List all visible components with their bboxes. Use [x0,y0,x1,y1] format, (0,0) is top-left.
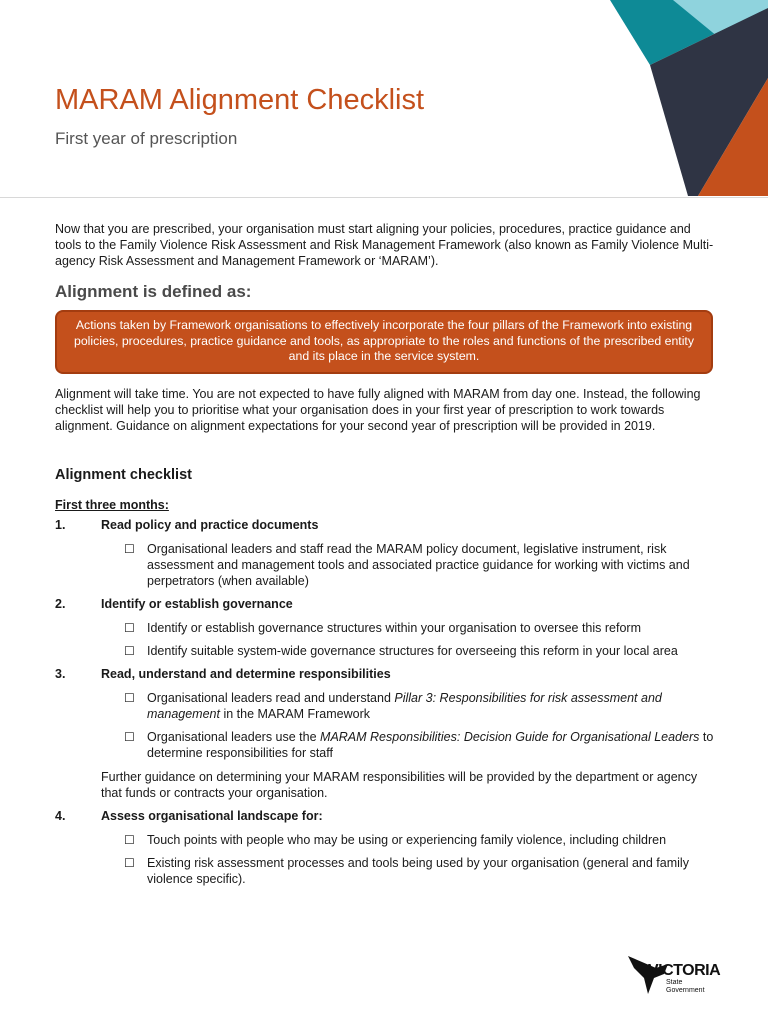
header-divider [0,197,768,198]
step-title-text: Read policy and practice documents [101,517,319,532]
step-number: 1. [55,517,66,532]
step-title [55,596,715,612]
checklist-item-text: Touch points with people who may be using or experiencing family violence, including children [147,832,667,847]
checkbox-icon[interactable]: ☐ [124,855,135,870]
step-title [55,808,715,824]
step-title-text: Identify or establish governance [101,596,293,611]
intro-paragraph: Now that you are prescribed, your organisation must start aligning your policies, procedures, practice guidance and tools to the Family Violence Risk Assessment and Risk Management Framework (also known as Family Violence Multi-agency Risk Assessment and Management Framework or ‘MARAM’). [55,222,714,268]
checklist-step-1 [55,517,715,589]
step-title-text: Assess organisational landscape for: [101,808,323,823]
checkbox-icon[interactable]: ☐ [124,729,135,744]
step-number: 2. [55,596,66,611]
checkbox-icon[interactable]: ☐ [124,541,135,556]
step-title [55,517,715,533]
checklist-heading: Alignment checklist [55,466,192,483]
checklist-item-text: Identify or establish governance structures within your organisation to oversee this reform [147,620,641,635]
alignment-paragraph: Alignment will take time. You are not expected to have fully aligned with MARAM from day one. Instead, the following checklist will help you to prioritise what your organisation does in your first year of prescription to work towards alignment. Guidance on alignment expectations for your second year of prescription will be provided in 2019. [55,386,701,433]
checklist-item-text: Organisational leaders use the MARAM Responsibilities: Decision Guide for Organisational Leaders to determine responsibilities for staff [147,729,714,760]
checklist-item-text: Identify suitable system-wide governance structures for overseeing this reform in your local area [147,643,678,658]
checkbox-icon[interactable]: ☐ [124,690,135,705]
corner-decoration [598,0,768,200]
victoria-government-logo [628,952,721,998]
document-body [55,221,715,887]
step-title [55,666,715,682]
checklist-item [55,541,715,589]
checklist-item [55,643,715,659]
step-note: Further guidance on determining your MARAM responsibilities will be provided by the department or agency that funds or contracts your organisation. [101,769,698,800]
checklist-item [55,690,715,722]
checklist-item-text: Organisational leaders and staff read the MARAM policy document, legislative instrument, risk assessment and management tools and associated practice guidance for working with victims and perpetrators (when available) [147,541,690,588]
checklist-item [55,855,715,887]
document-title: MARAM Alignment Checklist [55,84,425,116]
step-number: 3. [55,666,66,681]
step-title-text: Read, understand and determine responsibilities [101,666,391,681]
checkbox-icon[interactable]: ☐ [124,620,135,635]
definition-box: Actions taken by Framework organisations to effectively incorporate the four pillars of the Framework into existing policies, procedures, practice guidance and tools, as appropriate to the roles and functions of the prescribed entity and its place in the service system. [55,310,713,374]
checklist-step-4 [55,808,715,887]
checklist-step-2 [55,596,715,659]
checklist-item-text: Existing risk assessment processes and tools being used by your organisation (general and family violence specific). [147,855,689,886]
checkbox-icon[interactable]: ☐ [124,832,135,847]
checklist-step-3 [55,666,715,801]
step-number: 4. [55,808,66,823]
definition-heading: Alignment is defined as: [55,282,252,301]
logo-wordmark: VICTORIA [648,962,721,979]
checklist-item-text: Organisational leaders read and understand Pillar 3: Responsibilities for risk assessment and management in the MARAM Framework [147,690,662,721]
period-heading: First three months: [55,497,169,512]
checklist-item [55,729,715,761]
checklist-item [55,832,715,848]
checkbox-icon[interactable]: ☐ [124,643,135,658]
logo-subtext: State Government [666,979,705,994]
checklist-item [55,620,715,636]
document-subtitle: First year of prescription [55,129,238,148]
